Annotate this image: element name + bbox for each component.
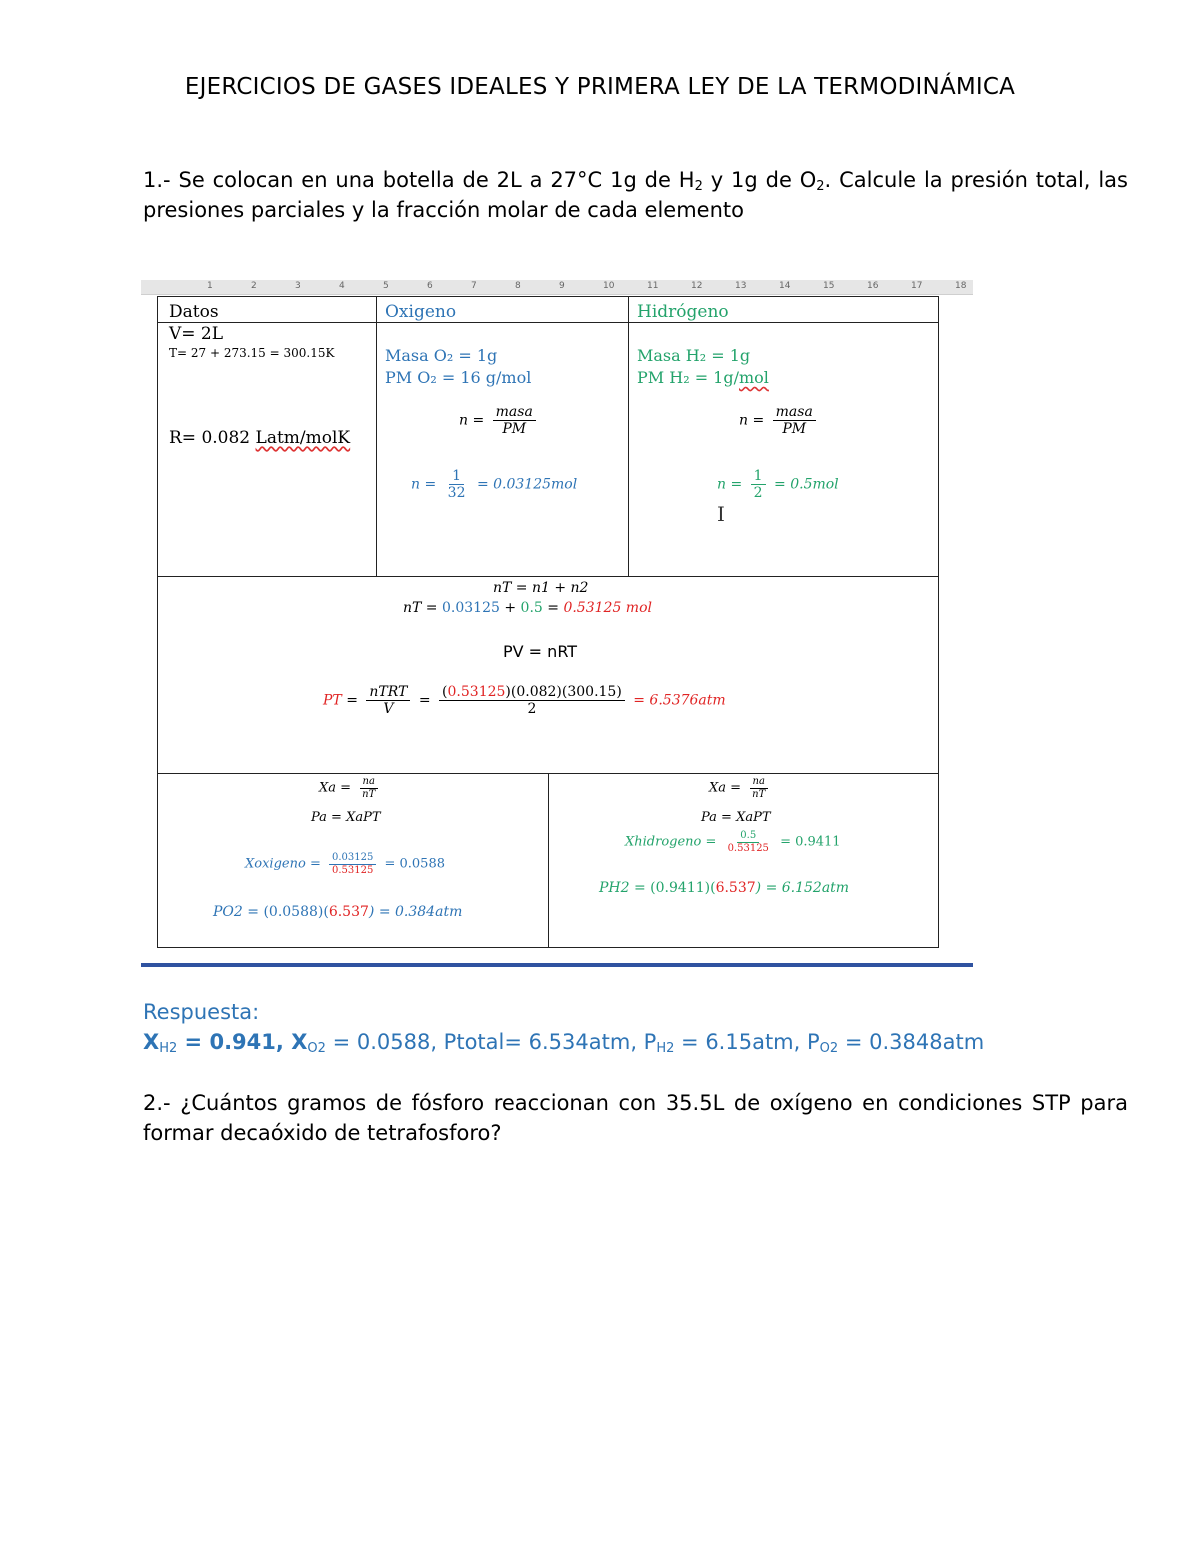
- total-moles-equation: nT = n1 + n2: [493, 580, 589, 596]
- ruler-tick: 5: [383, 281, 389, 291]
- ruler-tick: 3: [295, 281, 301, 291]
- hydrogen-mole-fraction: Xhidrogeno = $\frac{0.5}{0.53125}$ = 0.9411: [625, 830, 841, 854]
- total-moles-sum: nT = 0.03125 + 0.5 = 0.53125 mol: [403, 600, 652, 616]
- oxygen-mole-fraction: Xoxigeno = $\frac{0.03125}{0.53125}$ = 0.0588: [245, 852, 445, 876]
- partial-pressure-formula-right: Pa = XaPT: [701, 810, 771, 825]
- hydrogen-molar-mass: PM H₂ = 1g/mol: [637, 368, 769, 387]
- oxygen-moles-result: n = $\frac{1}{32}$ = 0.03125mol: [411, 468, 578, 502]
- mole-fraction-formula-right: Xa = $\frac{na}{nT}$: [709, 776, 772, 800]
- ruler-tick: 12: [691, 281, 703, 291]
- ruler-tick: 6: [427, 281, 433, 291]
- document-ruler: [141, 280, 973, 295]
- partial-pressure-formula-left: Pa = XaPT: [311, 810, 381, 825]
- page-title: EJERCICIOS DE GASES IDEALES Y PRIMERA LEY DE LA TERMODINÁMICA: [184, 74, 1016, 100]
- header-row-divider: [157, 296, 939, 323]
- oxygen-moles-formula: n = $\frac{\text{masa}}{PM}$: [459, 404, 540, 437]
- hydrogen-moles-formula: n = $\frac{\text{masa}}{PM}$: [739, 404, 820, 437]
- problem-2-statement: 2.- ¿Cuántos gramos de fósforo reaccionan con 35.5L de oxígeno en condiciones STP para formar decaóxido de tetrafosforo?: [143, 1091, 1128, 1145]
- temperature-value: T= 27 + 273.15 = 300.15K: [169, 346, 335, 360]
- ruler-tick: 18: [955, 281, 967, 291]
- header-hidrogeno: Hidrógeno: [637, 302, 729, 322]
- volume-value: V= 2L: [169, 324, 224, 344]
- ruler-tick: 8: [515, 281, 521, 291]
- ruler-tick: 1: [207, 281, 213, 291]
- oxygen-molar-mass: PM O₂ = 16 g/mol: [385, 368, 532, 387]
- answer-values: $X_{H2} = 0.941$, $X_{O2} = 0.0588$, Ptotal= 6.534atm, $P_{H2} = 6.15atm$, $P_{O2} = 0.3848atm$: [143, 1030, 985, 1056]
- ruler-tick: 16: [867, 281, 879, 291]
- total-pressure-calc: PT = $\frac{\text{nTRT}}{V}$ = $\frac{(0.53125)(0.082)(300.15)}{2}$ = 6.5376atm: [323, 684, 726, 718]
- hydrogen-mass: Masa H₂ = 1g: [637, 346, 751, 365]
- ruler-tick: 13: [735, 281, 747, 291]
- worksheet-screenshot: [141, 280, 973, 970]
- ruler-tick: 15: [823, 281, 835, 291]
- ruler-tick: 11: [647, 281, 659, 291]
- hydrogen-moles-result: n = $\frac{1}{2}$ = 0.5mol: [717, 468, 839, 502]
- ruler-tick: 7: [471, 281, 477, 291]
- ruler-tick: 17: [911, 281, 923, 291]
- hydrogen-partial-pressure: PH2 = (0.9411)(6.537) = 6.152atm: [599, 880, 850, 896]
- mole-fraction-formula-left: Xa = $\frac{na}{nT}$: [319, 776, 382, 800]
- ruler-tick: 2: [251, 281, 257, 291]
- text-cursor-icon: I: [717, 502, 725, 526]
- ruler-tick: 9: [559, 281, 565, 291]
- ruler-tick: 14: [779, 281, 791, 291]
- header-oxigeno: Oxigeno: [385, 302, 457, 322]
- header-datos: Datos: [169, 302, 219, 322]
- ruler-tick: 10: [603, 281, 615, 291]
- answer-heading: Respuesta:: [143, 1000, 260, 1024]
- ruler-tick: 4: [339, 281, 345, 291]
- gas-constant: R= 0.082 Latm/molK: [169, 428, 351, 448]
- ideal-gas-law: PV = nRT: [503, 642, 578, 661]
- oxygen-mass: Masa O₂ = 1g: [385, 346, 498, 365]
- document-page-bar: [141, 963, 973, 967]
- oxygen-partial-pressure: PO2 = (0.0588)(6.537) = 0.384atm: [213, 904, 463, 920]
- problem-1-statement: 1.- Se colocan en una botella de 2L a 27°C 1g de $H_2$ y 1g de $O_2$. Calcule la presión total, las presiones parciales y la fracción molar de cada elemento: [143, 168, 1128, 222]
